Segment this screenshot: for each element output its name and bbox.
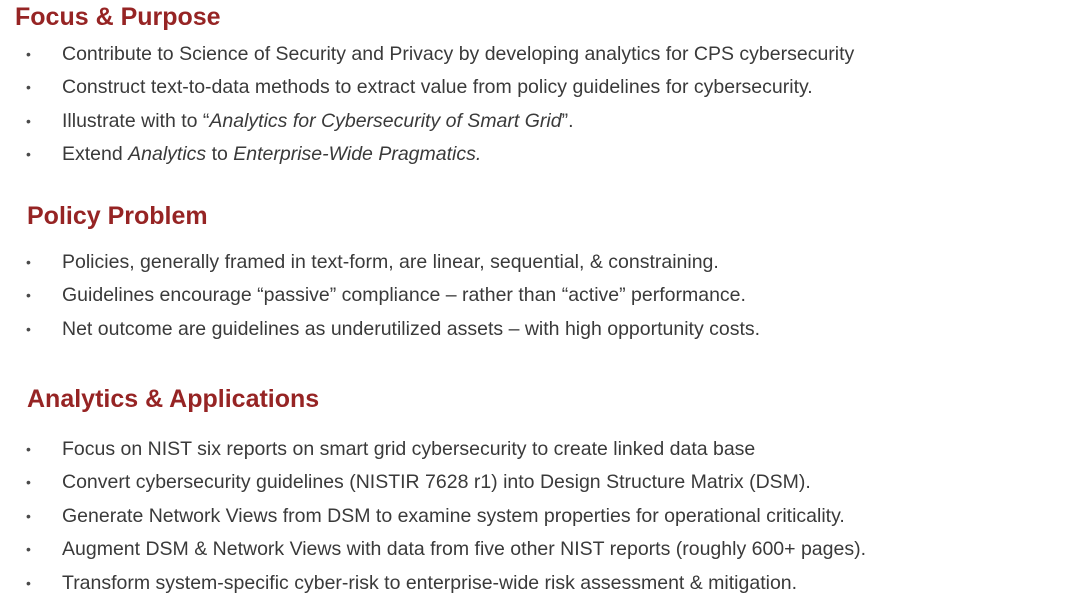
bullet-text: Construct text-to-data methods to extract value from policy guidelines for cybersecurity. [62, 76, 813, 99]
bullet-text-italic: Analytics for Cybersecurity of Smart Grid [209, 109, 562, 132]
bullet-text: Policies, generally framed in text-form, are linear, sequential, & constraining. [62, 251, 719, 273]
bullet-text-italic: Analytics [128, 143, 207, 166]
bullet-dot-icon: • [26, 574, 31, 591]
section-title-analytics-applications: Analytics & Applications [27, 385, 320, 413]
bullet-item [0, 38, 854, 71]
bullet-text: Convert cybersecurity guidelines (NISTIR 7628 r1) into Design Structure Matrix (DSM). [62, 471, 811, 494]
bullet-list-policy-problem [0, 246, 760, 346]
bullet-text: to [206, 143, 234, 166]
section-title-policy-problem: Policy Problem [27, 202, 208, 230]
bullet-dot-icon: • [26, 474, 31, 491]
bullet-dot-icon: • [26, 146, 31, 163]
bullet-item [0, 71, 854, 104]
bullet-text: Extend [62, 143, 129, 166]
bullet-dot-icon: • [26, 287, 31, 304]
bullet-item [0, 533, 866, 566]
section-title-focus-purpose: Focus & Purpose [15, 3, 221, 31]
bullet-dot-icon: • [26, 79, 31, 96]
bullet-item [0, 313, 760, 346]
bullet-item [0, 433, 866, 466]
bullet-dot-icon: • [26, 441, 31, 457]
bullet-item [0, 567, 866, 600]
bullet-dot-icon: • [26, 507, 31, 524]
bullet-dot-icon: • [26, 320, 31, 337]
bullet-item [0, 279, 760, 312]
bullet-text: Illustrate with to “ [62, 109, 210, 132]
bullet-dot-icon: • [26, 112, 31, 129]
bullet-item [0, 246, 760, 279]
bullet-text: Net outcome are guidelines as underutilized assets – with high opportunity costs. [62, 317, 761, 340]
bullet-list-analytics-applications [0, 433, 866, 600]
bullet-item [0, 105, 854, 138]
bullet-item [0, 500, 866, 533]
bullet-text: Transform system-specific cyber-risk to enterprise-wide risk assessment & mitigation. [62, 571, 798, 594]
bullet-text: Contribute to Science of Security and Privacy by developing analytics for CPS cybersecurity [62, 43, 855, 65]
bullet-item [0, 466, 866, 499]
bullet-list-focus-purpose [0, 38, 854, 172]
bullet-text-italic: Enterprise-Wide Pragmatics. [233, 143, 482, 166]
bullet-text: Augment DSM & Network Views with data from five other NIST reports (roughly 600+ pages). [62, 538, 867, 561]
bullet-text: Generate Network Views from DSM to examine system properties for operational criticality. [62, 504, 845, 527]
bullet-dot-icon: • [26, 46, 31, 62]
bullet-text: ”. [561, 109, 574, 132]
bullet-dot-icon: • [26, 541, 31, 558]
bullet-dot-icon: • [26, 254, 31, 270]
bullet-text: Guidelines encourage “passive” compliance – rather than “active” performance. [62, 284, 746, 307]
bullet-item [0, 138, 854, 171]
bullet-text: Focus on NIST six reports on smart grid cybersecurity to create linked data base [62, 438, 756, 460]
